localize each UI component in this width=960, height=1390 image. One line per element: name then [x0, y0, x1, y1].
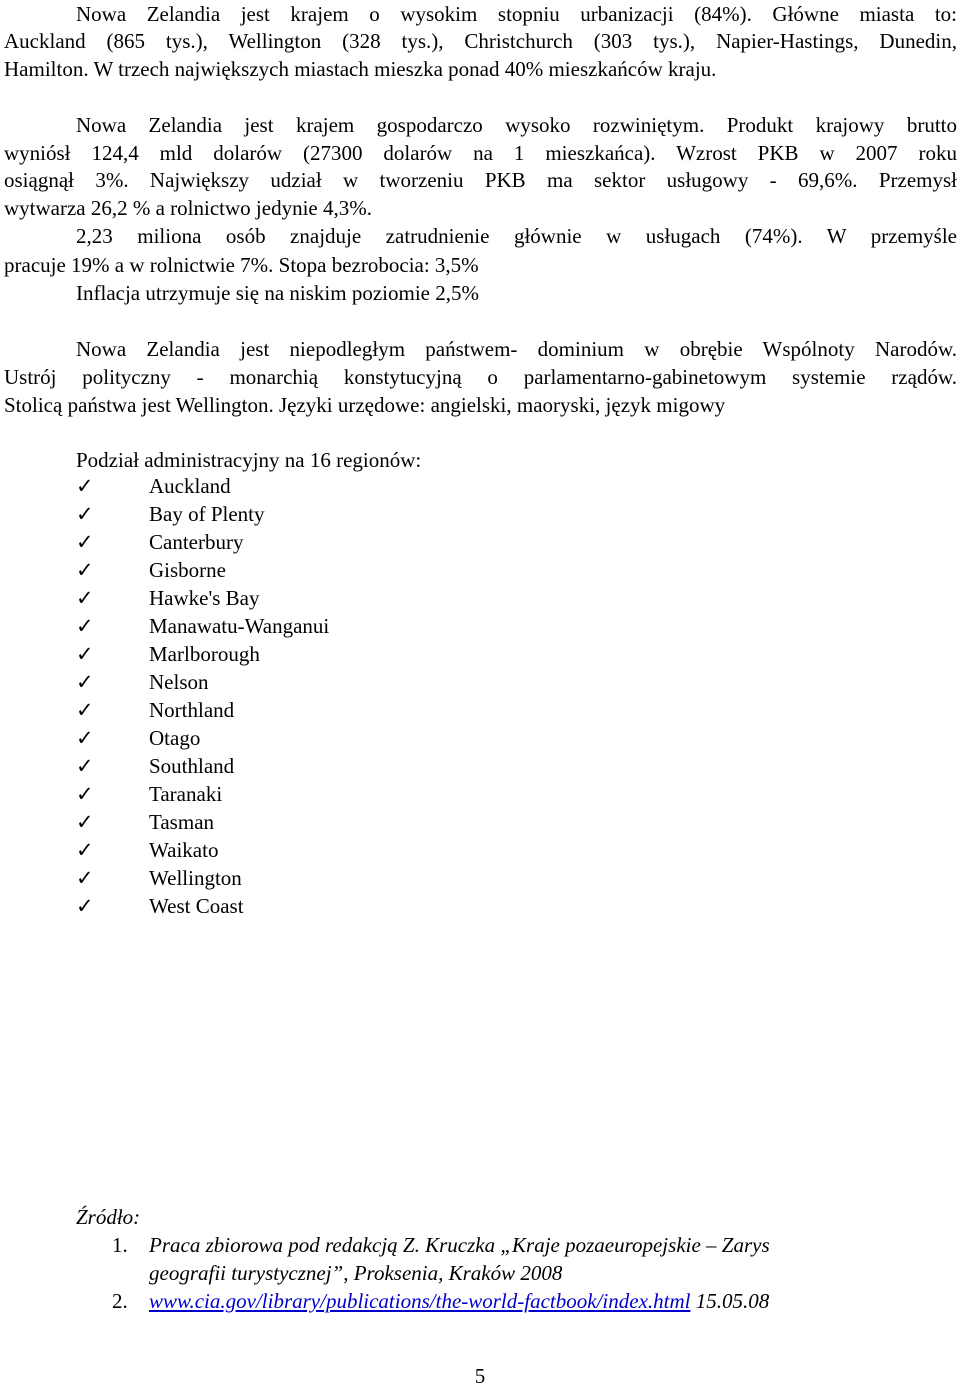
reference-1-line-2: geografii turystycznej”, Proksenia, Kraków 2008 [149, 1261, 563, 1285]
region-name: Bay of Plenty [149, 502, 265, 526]
reference-2-number: 2. [112, 1289, 128, 1313]
checkmark-icon: ✓ [76, 754, 94, 778]
region-name: Nelson [149, 670, 209, 694]
sources-heading: Źródło: [76, 1205, 141, 1229]
checkmark-icon: ✓ [76, 502, 94, 526]
region-name: Canterbury [149, 530, 244, 554]
region-name: Wellington [149, 866, 242, 890]
checkmark-icon: ✓ [76, 782, 94, 806]
region-name: Hawke's Bay [149, 586, 260, 610]
paragraph-1-line-2: Auckland (865 tys.), Wellington (328 tys.), Christchurch (303 tys.), Napier-Hastings, Dunedin, [4, 29, 957, 53]
checkmark-icon: ✓ [76, 810, 94, 834]
checkmark-icon: ✓ [76, 530, 94, 554]
checkmark-icon: ✓ [76, 642, 94, 666]
reference-2-text [149, 1287, 949, 1315]
region-name: Northland [149, 698, 235, 722]
paragraph-2-line-7: Inflacja utrzymuje się na niskim poziomie 2,5% [76, 281, 479, 305]
region-name: West Coast [149, 894, 244, 918]
region-name: Waikato [149, 838, 219, 862]
factbook-link[interactable]: www.cia.gov/library/publications/the-world-factbook/index.html [149, 1289, 691, 1313]
checkmark-icon: ✓ [76, 894, 94, 918]
region-name: Auckland [149, 474, 231, 498]
checkmark-icon: ✓ [76, 866, 94, 890]
region-name: Gisborne [149, 558, 226, 582]
paragraph-2-line-3: osiągnął 3%. Największy udział w tworzeniu PKB ma sektor usługowy - 69,6%. Przemysł [4, 168, 957, 192]
reference-2-date: 15.05.08 [690, 1289, 770, 1313]
checkmark-icon: ✓ [76, 838, 94, 862]
paragraph-2-line-6: pracuje 19% a w rolnictwie 7%. Stopa bezrobocia: 3,5% [4, 253, 479, 277]
paragraph-2-line-1: Nowa Zelandia jest krajem gospodarczo wysoko rozwiniętym. Produkt krajowy brutto [76, 113, 957, 137]
checkmark-icon: ✓ [76, 586, 94, 610]
reference-1-number: 1. [112, 1233, 128, 1257]
checkmark-icon: ✓ [76, 698, 94, 722]
regions-heading: Podział administracyjny na 16 regionów: [76, 448, 422, 472]
reference-1 [0, 1231, 960, 1287]
checkmark-icon: ✓ [76, 670, 94, 694]
reference-2 [0, 1287, 960, 1315]
paragraph-3-line-1: Nowa Zelandia jest niepodległym państwem- dominium w obrębie Wspólnoty Narodów. [76, 337, 957, 361]
page-number: 5 [474, 1364, 486, 1388]
paragraph-3-line-3: Stolicą państwa jest Wellington. Języki urzędowe: angielski, maoryski, język migowy [4, 393, 726, 417]
checkmark-icon: ✓ [76, 558, 94, 582]
paragraph-3-line-2: Ustrój polityczny - monarchią konstytucyjną o parlamentarno-gabinetowym systemie rządów. [4, 365, 957, 389]
region-name: Otago [149, 726, 201, 750]
paragraph-2-line-5: 2,23 miliona osób znajduje zatrudnienie głównie w usługach (74%). W przemyśle [76, 224, 957, 248]
checkmark-icon: ✓ [76, 474, 94, 498]
paragraph-1-line-1: Nowa Zelandia jest krajem o wysokim stopniu urbanizacji (84%). Główne miasta to: [76, 2, 957, 26]
reference-1-line-1: Praca zbiorowa pod redakcją Z. Kruczka „Kraje pozaeuropejskie – Zarys [149, 1233, 770, 1257]
region-name: Southland [149, 754, 235, 778]
paragraph-2-line-4: wytwarza 26,2 % a rolnictwo jedynie 4,3%. [4, 196, 372, 220]
region-name: Tasman [149, 810, 215, 834]
checkmark-icon: ✓ [76, 726, 94, 750]
checkmark-icon: ✓ [76, 614, 94, 638]
paragraph-1-line-3: Hamilton. W trzech największych miastach mieszka ponad 40% mieszkańców kraju. [4, 57, 717, 81]
region-name: Marlborough [149, 642, 260, 666]
region-name: Taranaki [149, 782, 223, 806]
region-name: Manawatu-Wanganui [149, 614, 330, 638]
paragraph-2-line-2: wyniósł 124,4 mld dolarów (27300 dolarów na 1 mieszkańca). Wzrost PKB w 2007 roku [4, 141, 957, 165]
